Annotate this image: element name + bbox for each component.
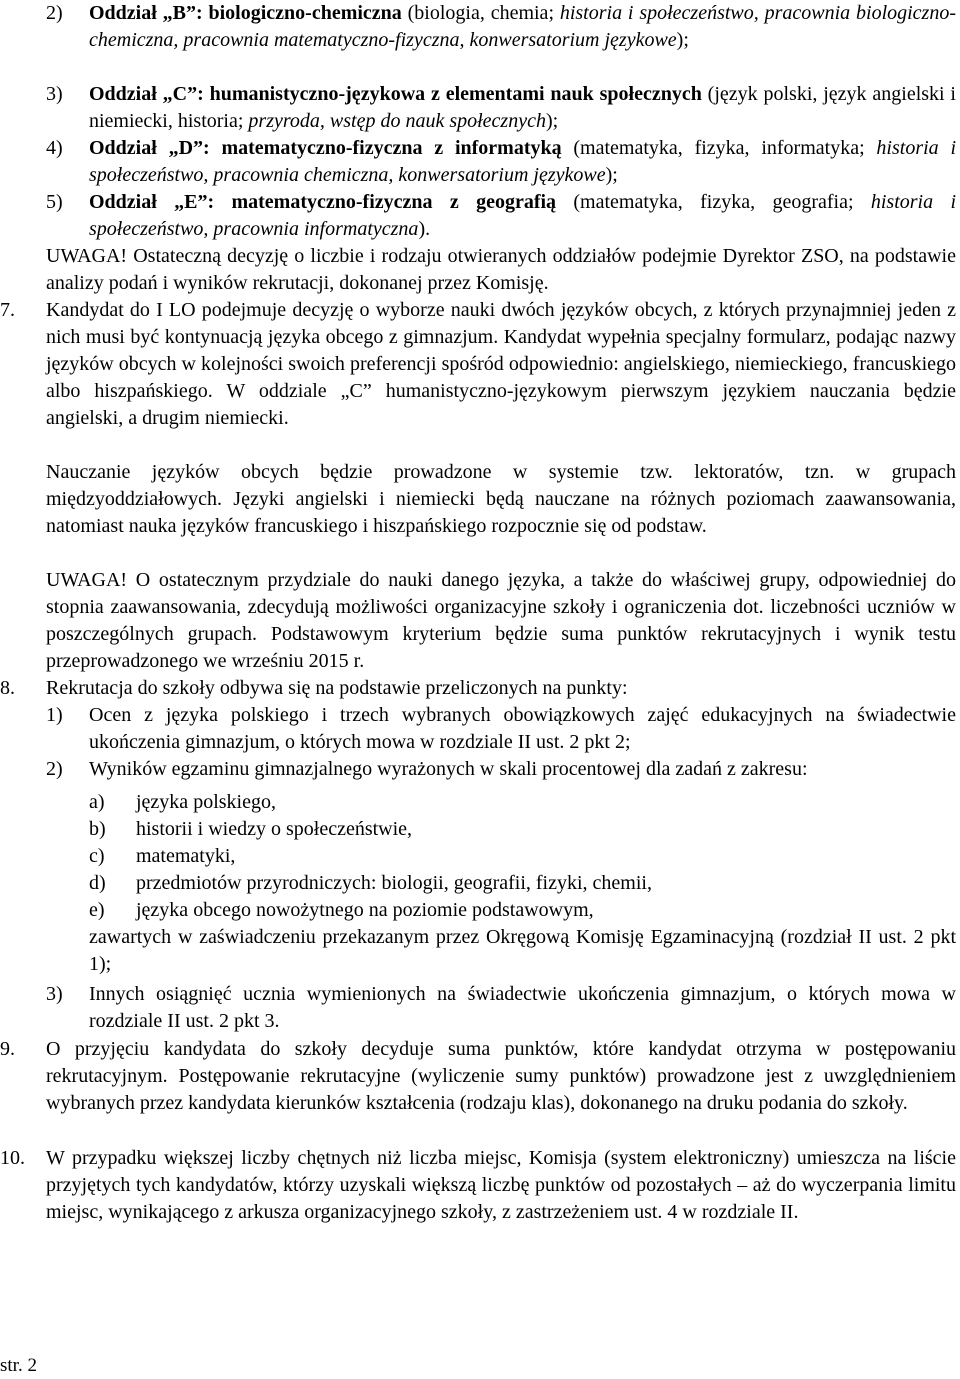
- recruitment-intro: Rekrutacja do szkoły odbywa się na podstawie przeliczonych na punkty:: [46, 677, 628, 699]
- oddzial-b-item: Oddział „B”: biologiczno-chemiczna (biologia, chemia; historia i społeczeństwo, pracownia biologiczno-chemiczna, pracownia matematyczno-fizyczna, konwersatorium językowe);: [89, 2, 956, 52]
- oddzial-c-name: Oddział „C”: humanistyczno-językowa z elementami nauk społecznych: [89, 83, 702, 105]
- sub-item-number: a): [89, 791, 105, 813]
- item-number: 3): [46, 983, 63, 1005]
- sub-item-text: języka polskiego,: [136, 791, 276, 813]
- oddzial-e-name: Oddział „E”: matematyczno-fizyczna z geografią: [89, 191, 557, 213]
- oddzial-d-name: Oddział „D”: matematyczno-fizyczna z informatyką: [89, 137, 562, 159]
- section-number: 7.: [0, 299, 15, 321]
- sub-item-text: języka obcego nowożytnego na poziomie podstawowym,: [136, 899, 594, 921]
- exam-results-item: Wyników egzaminu gimnazjalnego wyrażonych w skali procentowej dla zadań z zakresu:: [89, 758, 808, 780]
- sub-item-text: przedmiotów przyrodniczych: biologii, geografii, fizyki, chemii,: [136, 872, 652, 894]
- item-number: 2): [46, 2, 63, 24]
- page-number: str. 2: [0, 1355, 37, 1376]
- achievements-item: Innych osiągnięć ucznia wymienionych na świadectwie ukończenia gimnazjum, o których mowa w rozdziale II ust. 2 pkt 3.: [89, 983, 956, 1033]
- admission-paragraph: O przyjęciu kandydata do szkoły decyduje suma punktów, które kandydat otrzyma w postępowaniu rekrutacyjnym. Postępowanie rekrutacyjne (wyliczenie sumy punktów) prowadzone jest z uwzględnieniem wybranych przez kandydata kierunków kształcenia (rodzaju klas), dokonanego na druku podania do szkoły.: [46, 1038, 956, 1115]
- item-number: 1): [46, 704, 63, 726]
- sub-item-number: c): [89, 845, 105, 867]
- item-number: 5): [46, 191, 63, 213]
- item-number: 4): [46, 137, 63, 159]
- grades-item: Ocen z języka polskiego i trzech wybranych obowiązkowych zajęć edukacyjnych na świadectwie ukończenia gimnazjum, o których mowa w rozdziale II ust. 2 pkt 2;: [89, 704, 956, 754]
- section-number: 9.: [0, 1038, 15, 1060]
- oddzial-e-item: Oddział „E”: matematyczno-fizyczna z geografią (matematyka, fizyka, geografia; historia i społeczeństwo, pracownia informatyczna).: [89, 191, 956, 241]
- section-number: 10.: [0, 1147, 25, 1169]
- uwaga-note-languages: UWAGA! O ostatecznym przydziale do nauki danego języka, a także do właściwej grupy, odpowiedniej do stopnia zaawansowania, zdecydują możliwości organizacyjne szkoły i ograniczenia dot. liczebności uczniów w poszczególnych grupach. Podstawowym kryterium będzie suma punktów rekrutacyjnych i wynik testu przeprowadzonego we wrześniu 2015 r.: [46, 569, 956, 673]
- sub-item-text: historii i wiedzy o społeczeństwie,: [136, 818, 413, 840]
- sub-item-number: b): [89, 818, 106, 840]
- sub-item-number: e): [89, 899, 105, 921]
- section-number: 8.: [0, 677, 15, 699]
- item-number: 3): [46, 83, 63, 105]
- oddzial-d-item: Oddział „D”: matematyczno-fizyczna z informatyką (matematyka, fizyka, informatyka; historia i społeczeństwo, pracownia chemiczna, konwersatorium językowe);: [89, 137, 956, 187]
- lektoraty-paragraph: Nauczanie języków obcych będzie prowadzone w systemie tzw. lektoratów, tzn. w grupach międzyoddziałowych. Języki angielski i niemiecki będą nauczane na różnych poziomach zaawansowania, natomiast nauka języków francuskiego i hiszpańskiego rozpocznie się od podstaw.: [46, 461, 956, 538]
- more-candidates-paragraph: W przypadku większej liczby chętnych niż liczba miejsc, Komisja (system elektroniczny) umieszcza na liście przyjętych tych kandydatów, którzy uzyskali większą liczbę punktów od pozostałych – aż do wyczerpania limitu miejsc, wynikającego z arkusza organizacyjnego szkoły, z zastrzeżeniem ust. 4 w rozdziale II.: [46, 1147, 956, 1224]
- item-number: 2): [46, 758, 63, 780]
- uwaga-note: UWAGA! Ostateczną decyzję o liczbie i rodzaju otwieranych oddziałów podejmie Dyrektor ZSO, na podstawie analizy podań i wyników rekrutacji, dokonanej przez Komisję.: [46, 245, 956, 295]
- oddzial-c-item: Oddział „C”: humanistyczno-językowa z elementami nauk społecznych (język polski, język angielski i niemiecki, historia; przyroda, wstęp do nauk społecznych);: [89, 83, 956, 133]
- certificate-note: zawartych w zaświadczeniu przekazanym przez Okręgową Komisję Egzaminacyjną (rozdział II ust. 2 pkt 1);: [89, 926, 956, 976]
- sub-item-text: matematyki,: [136, 845, 236, 867]
- sub-item-number: d): [89, 872, 106, 894]
- languages-paragraph: Kandydat do I LO podejmuje decyzję o wyborze nauki dwóch języków obcych, z których przynajmniej jeden z nich musi być kontynuacją języka obcego z gimnazjum. Kandydat wypełnia specjalny formularz, podając nazwy języków obcych w kolejności swoich preferencji spośród odpowiednio: angielskiego, niemieckiego, francuskiego albo hiszpańskiego. W oddziale „C” humanistyczno-językowym pierwszym językiem nauczania będzie angielski, a drugim niemiecki.: [46, 299, 956, 430]
- oddzial-b-name: Oddział „B”: biologiczno-chemiczna: [89, 2, 402, 24]
